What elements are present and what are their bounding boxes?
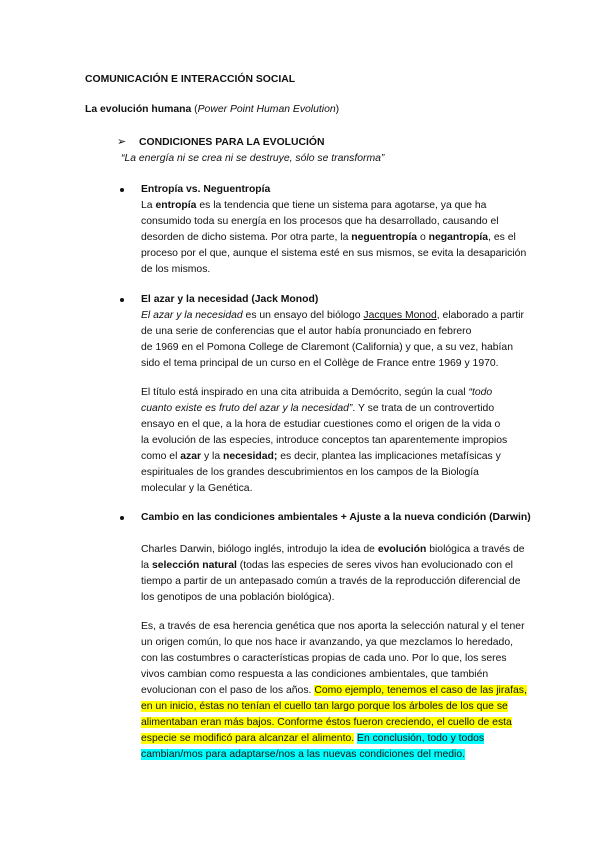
term-necesidad: necesidad;: [223, 451, 278, 462]
bullet-dot-icon: [120, 298, 124, 302]
text-run: como el: [141, 451, 181, 462]
term-azar: azar: [180, 451, 202, 462]
azar-para2-line: [141, 386, 492, 399]
term-seleccion-natural: selección natural: [151, 560, 237, 571]
highlight-cyan: cambian/mos para adaptarse/nos a las nuevas condiciones del medio.: [141, 749, 466, 760]
text-run: , elaborado a partir: [436, 310, 524, 321]
text-run: biológica a través de: [426, 544, 525, 555]
highlight-yellow: alimentaban eran más bajos. Conforme éstos fueron creciendo, el cuello de esta: [141, 717, 512, 728]
azar-line: de una serie de conferencias que el autor había pronunciado en febrero: [141, 326, 472, 337]
text-run: desorden de dicho sistema. Por otra parte, la: [141, 232, 352, 243]
term-entropia: entropía: [155, 200, 197, 211]
term-evolucion: evolución: [377, 544, 427, 555]
entropy-line: de los mismos.: [141, 264, 211, 275]
azar-line: [141, 309, 524, 322]
text-run: o: [417, 232, 429, 243]
darwin-para2-line: [141, 684, 527, 697]
text-run: Charles Darwin, biólogo inglés, introdujo la idea de: [141, 544, 378, 555]
highlight-yellow: Como ejemplo, tenemos el caso de las jirafas,: [314, 685, 527, 696]
bullet-title-entropy: Entropía vs. Neguentropía: [141, 184, 271, 195]
azar-para2-line: la evolución de las especies, introduce conceptos tan aparentemente impropios: [141, 435, 508, 446]
darwin-para2-line: [141, 700, 508, 713]
book-title: El azar y la necesidad: [141, 310, 243, 321]
subheading-paren-close: ): [335, 104, 340, 115]
highlight-yellow: especie se modificó para alcanzar el alimento.: [141, 733, 355, 744]
term-negantropia: negantropía: [428, 232, 489, 243]
azar-para2-line: [141, 450, 501, 463]
section-title: CONDICIONES PARA LA EVOLUCIÓN: [139, 137, 325, 148]
text-run: , es el: [488, 232, 516, 243]
author-link[interactable]: Jacques Monod: [363, 310, 437, 321]
term-neguentropia: neguentropía: [351, 232, 418, 243]
bullet-dot-icon: [120, 516, 124, 520]
highlight-yellow: en un inicio, éstas no tenían el cuello tan largo porque los árboles de los que se: [141, 701, 508, 712]
darwin-line: los genotipos de una población biológica).: [141, 592, 335, 603]
azar-line: sido el tema principal de un curso en el Collège de France entre 1969 y 1970.: [141, 358, 499, 369]
bullet-title-azar: El azar y la necesidad (Jack Monod): [141, 294, 319, 305]
azar-para2-line: espirituales de los grandes descubrimientos en los campos de la Biología: [141, 467, 479, 478]
azar-line: de 1969 en el Pomona College de Claremont (California) y que, a su vez, habían: [141, 342, 513, 353]
entropy-line: consumido toda su energía en los procesos que ha desarrollado, causando el: [141, 216, 499, 227]
darwin-para2-line: vivos cambian como respuesta a las condiciones ambientales, que también: [141, 669, 489, 680]
entropy-line: [141, 199, 486, 212]
text-run: evolucionan con el paso de los años.: [141, 685, 315, 696]
darwin-para2-line: con las costumbres o características propias de cada uno. Por lo que, los seres: [141, 653, 507, 664]
darwin-para2-line: [141, 732, 484, 745]
text-run: es decir, plantea las implicaciones metafísicas y: [277, 451, 501, 462]
darwin-para2-line: [141, 716, 512, 729]
subheading-title: La evolución humana: [85, 104, 192, 115]
darwin-line: tiempo a partir de un antepasado común a través de la reproducción diferencial de: [141, 576, 521, 587]
text-run: El título está inspirado en una cita atribuida a Demócrito, según la cual: [141, 387, 469, 398]
bullet-dot-icon: [120, 188, 124, 192]
document-heading: COMUNICACIÓN E INTERACCIÓN SOCIAL: [85, 74, 296, 85]
darwin-line: [141, 543, 525, 556]
text-run: la: [141, 560, 152, 571]
section-quote: “La energía ni se crea ni se destruye, sólo se transforma”: [121, 153, 385, 164]
text-run: es la tendencia que tiene un sistema para agotarse, ya que ha: [196, 200, 487, 211]
quote-run: cuanto existe es fruto del azar y la necesidad”: [141, 403, 353, 414]
subheading-source: Power Point Human Evolution: [197, 104, 336, 115]
azar-para2-line: [141, 402, 494, 415]
bullet-title-darwin: Cambio en las condiciones ambientales + Ajuste a la nueva condición (Darwin): [141, 512, 531, 523]
darwin-para2-line: [141, 748, 465, 761]
text-run: es un ensayo del biólogo: [242, 310, 364, 321]
text-run: y la: [201, 451, 224, 462]
quote-run: “todo: [468, 387, 493, 398]
darwin-line: [141, 559, 513, 572]
arrow-bullet-icon: ➢: [117, 136, 127, 148]
entropy-line: [141, 231, 516, 244]
entropy-line: proceso por el que, aunque el sistema esté en sus mismos, se evita la desaparición: [141, 248, 527, 259]
darwin-para2-line: Es, a través de esa herencia genética que nos aporta la selección natural y el tener: [141, 621, 525, 632]
document-subheading: [85, 103, 339, 116]
text-run: (todas las especies de seres vivos han evolucionado con el: [236, 560, 513, 571]
azar-para2-line: molecular y la Genética.: [141, 483, 253, 494]
azar-para2-line: ensayo en el que, a la hora de estudiar cuestiones como el origen de la vida o: [141, 419, 501, 430]
text-run: . Y se trata de un controvertido: [352, 403, 495, 414]
subheading-paren-open: (: [191, 104, 198, 115]
darwin-para2-line: un origen común, lo que nos hace ir avanzando, ya que mezclamos lo heredado,: [141, 637, 513, 648]
text-run: La: [141, 200, 156, 211]
highlight-cyan: En conclusión, todo y todos: [357, 733, 485, 744]
